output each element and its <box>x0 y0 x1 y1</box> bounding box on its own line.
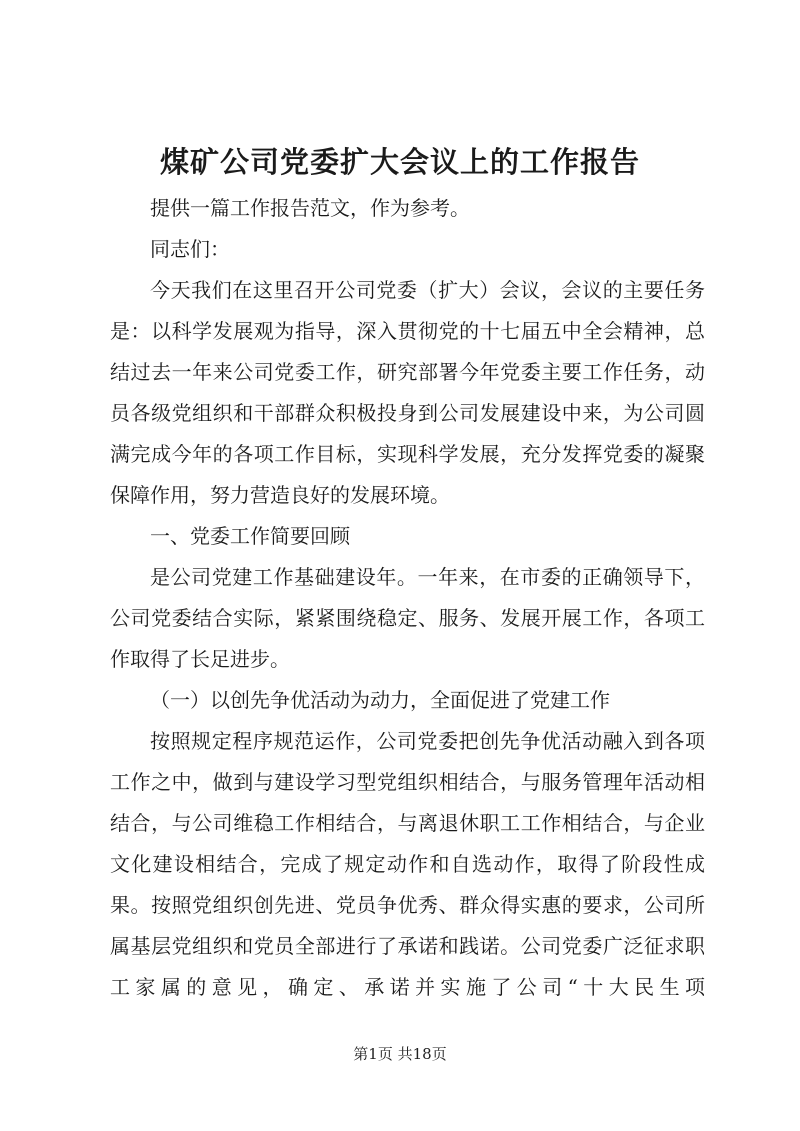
paragraph-year-review: 是公司党建工作基础建设年。一年来，在市委的正确领导下，公司党委结合实际，紧紧围绕稳定、服务、发展开展工作，各项工作取得了长足进步。 <box>110 565 705 671</box>
subsection-heading-1: （一）以创先争优活动为动力，全面促进了党建工作 <box>150 688 610 712</box>
paragraph-intro: 提供一篇工作报告范文，作为参考。 <box>150 196 470 220</box>
document-body <box>110 188 705 1008</box>
page-number-footer: 第1页 共18页 <box>353 1045 447 1063</box>
paragraph-activities: 按照规定程序规范运作，公司党委把创先争优活动融入到各项工作之中，做到与建设学习型党组织相结合，与服务管理年活动相结合，与公司维稳工作相结合，与离退休职工工作相结合，与企业文化建设相结合，完成了规定动作和自选动作，取得了阶段性成果。按照党组织创先进、党员争优秀、群众得实惠的要求，公司所属基层党组织和党员全部进行了承诺和践诺。公司党委广泛征求职工家属的意见，确定、承诺并实施了公司“十大民生项 <box>110 729 705 999</box>
paragraph-salutation: 同志们： <box>150 237 230 261</box>
paragraph-meeting-purpose: 今天我们在这里召开公司党委（扩大）会议，会议的主要任务是：以科学发展观为指导，深入贯彻党的十七届五中全会精神，总结过去一年来公司党委工作，研究部署今年党委主要工作任务，动员各级党组织和干部群众积极投身到公司发展建设中来，为公司圆满完成今年的各项工作目标，实现科学发展，充分发挥党委的凝聚保障作用，努力营造良好的发展环境。 <box>110 278 705 507</box>
document-title: 煤矿公司党委扩大会议上的工作报告 <box>159 145 640 179</box>
section-heading-1: 一、党委工作简要回顾 <box>150 524 350 548</box>
